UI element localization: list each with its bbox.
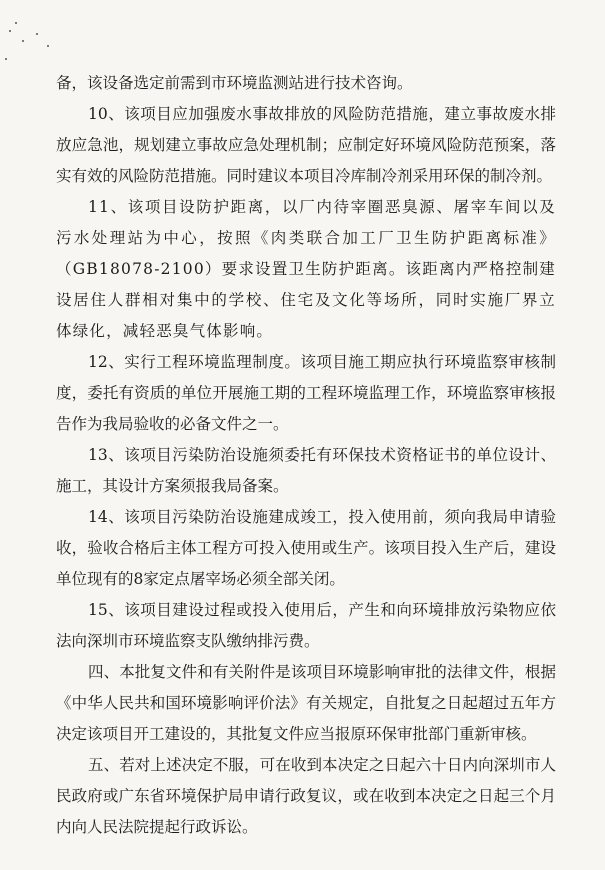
paragraph-equipment-consultation: 备，该设备选定前需到市环境监测站进行技术咨询。	[56, 74, 413, 92]
scan-speck	[5, 58, 7, 60]
scan-speck	[36, 33, 38, 35]
scan-speck	[22, 40, 24, 42]
paragraph-item-12: 12、实行工程环境监理制度。该项目施工期应执行环境监察审核制度，委托有资质的单位开展施工期的工程环境监理工作，环境监察审核报告作为我局验收的必备文件之一。	[56, 353, 556, 433]
document-body	[56, 68, 556, 843]
scan-speck	[47, 45, 49, 47]
paragraph-item-11: 11、该项目设防护距离，以厂内待宰圈恶臭源、屠宰车间以及污水处理站为中心，按照《肉类联合加工厂卫生防护距离标准》（GB18078-2100）要求设置卫生防护距离。该距离内严格控制建设居住人群相对集中的学校、住宅及文化等场所，同时实施厂界立体绿化，减轻恶臭气体影响。	[56, 198, 556, 340]
scan-speck	[15, 22, 17, 24]
paragraph-item-10: 10、该项目应加强废水事故排放的风险防范措施，建立事故废水排放应急池，规划建立事故应急处理机制；应制定好环境风险防范预案，落实有效的风险防范措施。同时建议本项目冷库制冷剂采用环保的制冷剂。	[56, 105, 556, 185]
paragraph-item-15: 15、该项目建设过程或投入使用后，产生和向环境排放污染物应依法向深圳市环境监察支队缴纳排污费。	[56, 601, 556, 650]
scan-speck	[9, 30, 11, 32]
paragraph-item-13: 13、该项目污染防治设施须委托有环保技术资格证书的单位设计、施工，其设计方案须报我局备案。	[56, 446, 556, 495]
paragraph-item-14: 14、该项目污染防治设施建成竣工，投入使用前，须向我局申请验收，验收合格后主体工程方可投入使用或生产。该项目投入生产后，建设单位现有的8家定点屠宰场必须全部关闭。	[56, 508, 556, 588]
paragraph-section-5: 五、若对上述决定不服，可在收到本决定之日起六十日内向深圳市人民政府或广东省环境保护局申请行政复议，或在收到本决定之日起三个月内向人民法院提起行政诉讼。	[56, 756, 556, 836]
paragraph-section-4: 四、本批复文件和有关附件是该项目环境影响审批的法律文件，根据《中华人民共和国环境影响评价法》有关规定，自批复之日起超过五年方决定该项目开工建设的，其批复文件应当报原环保审批部门重新审核。	[56, 663, 556, 743]
